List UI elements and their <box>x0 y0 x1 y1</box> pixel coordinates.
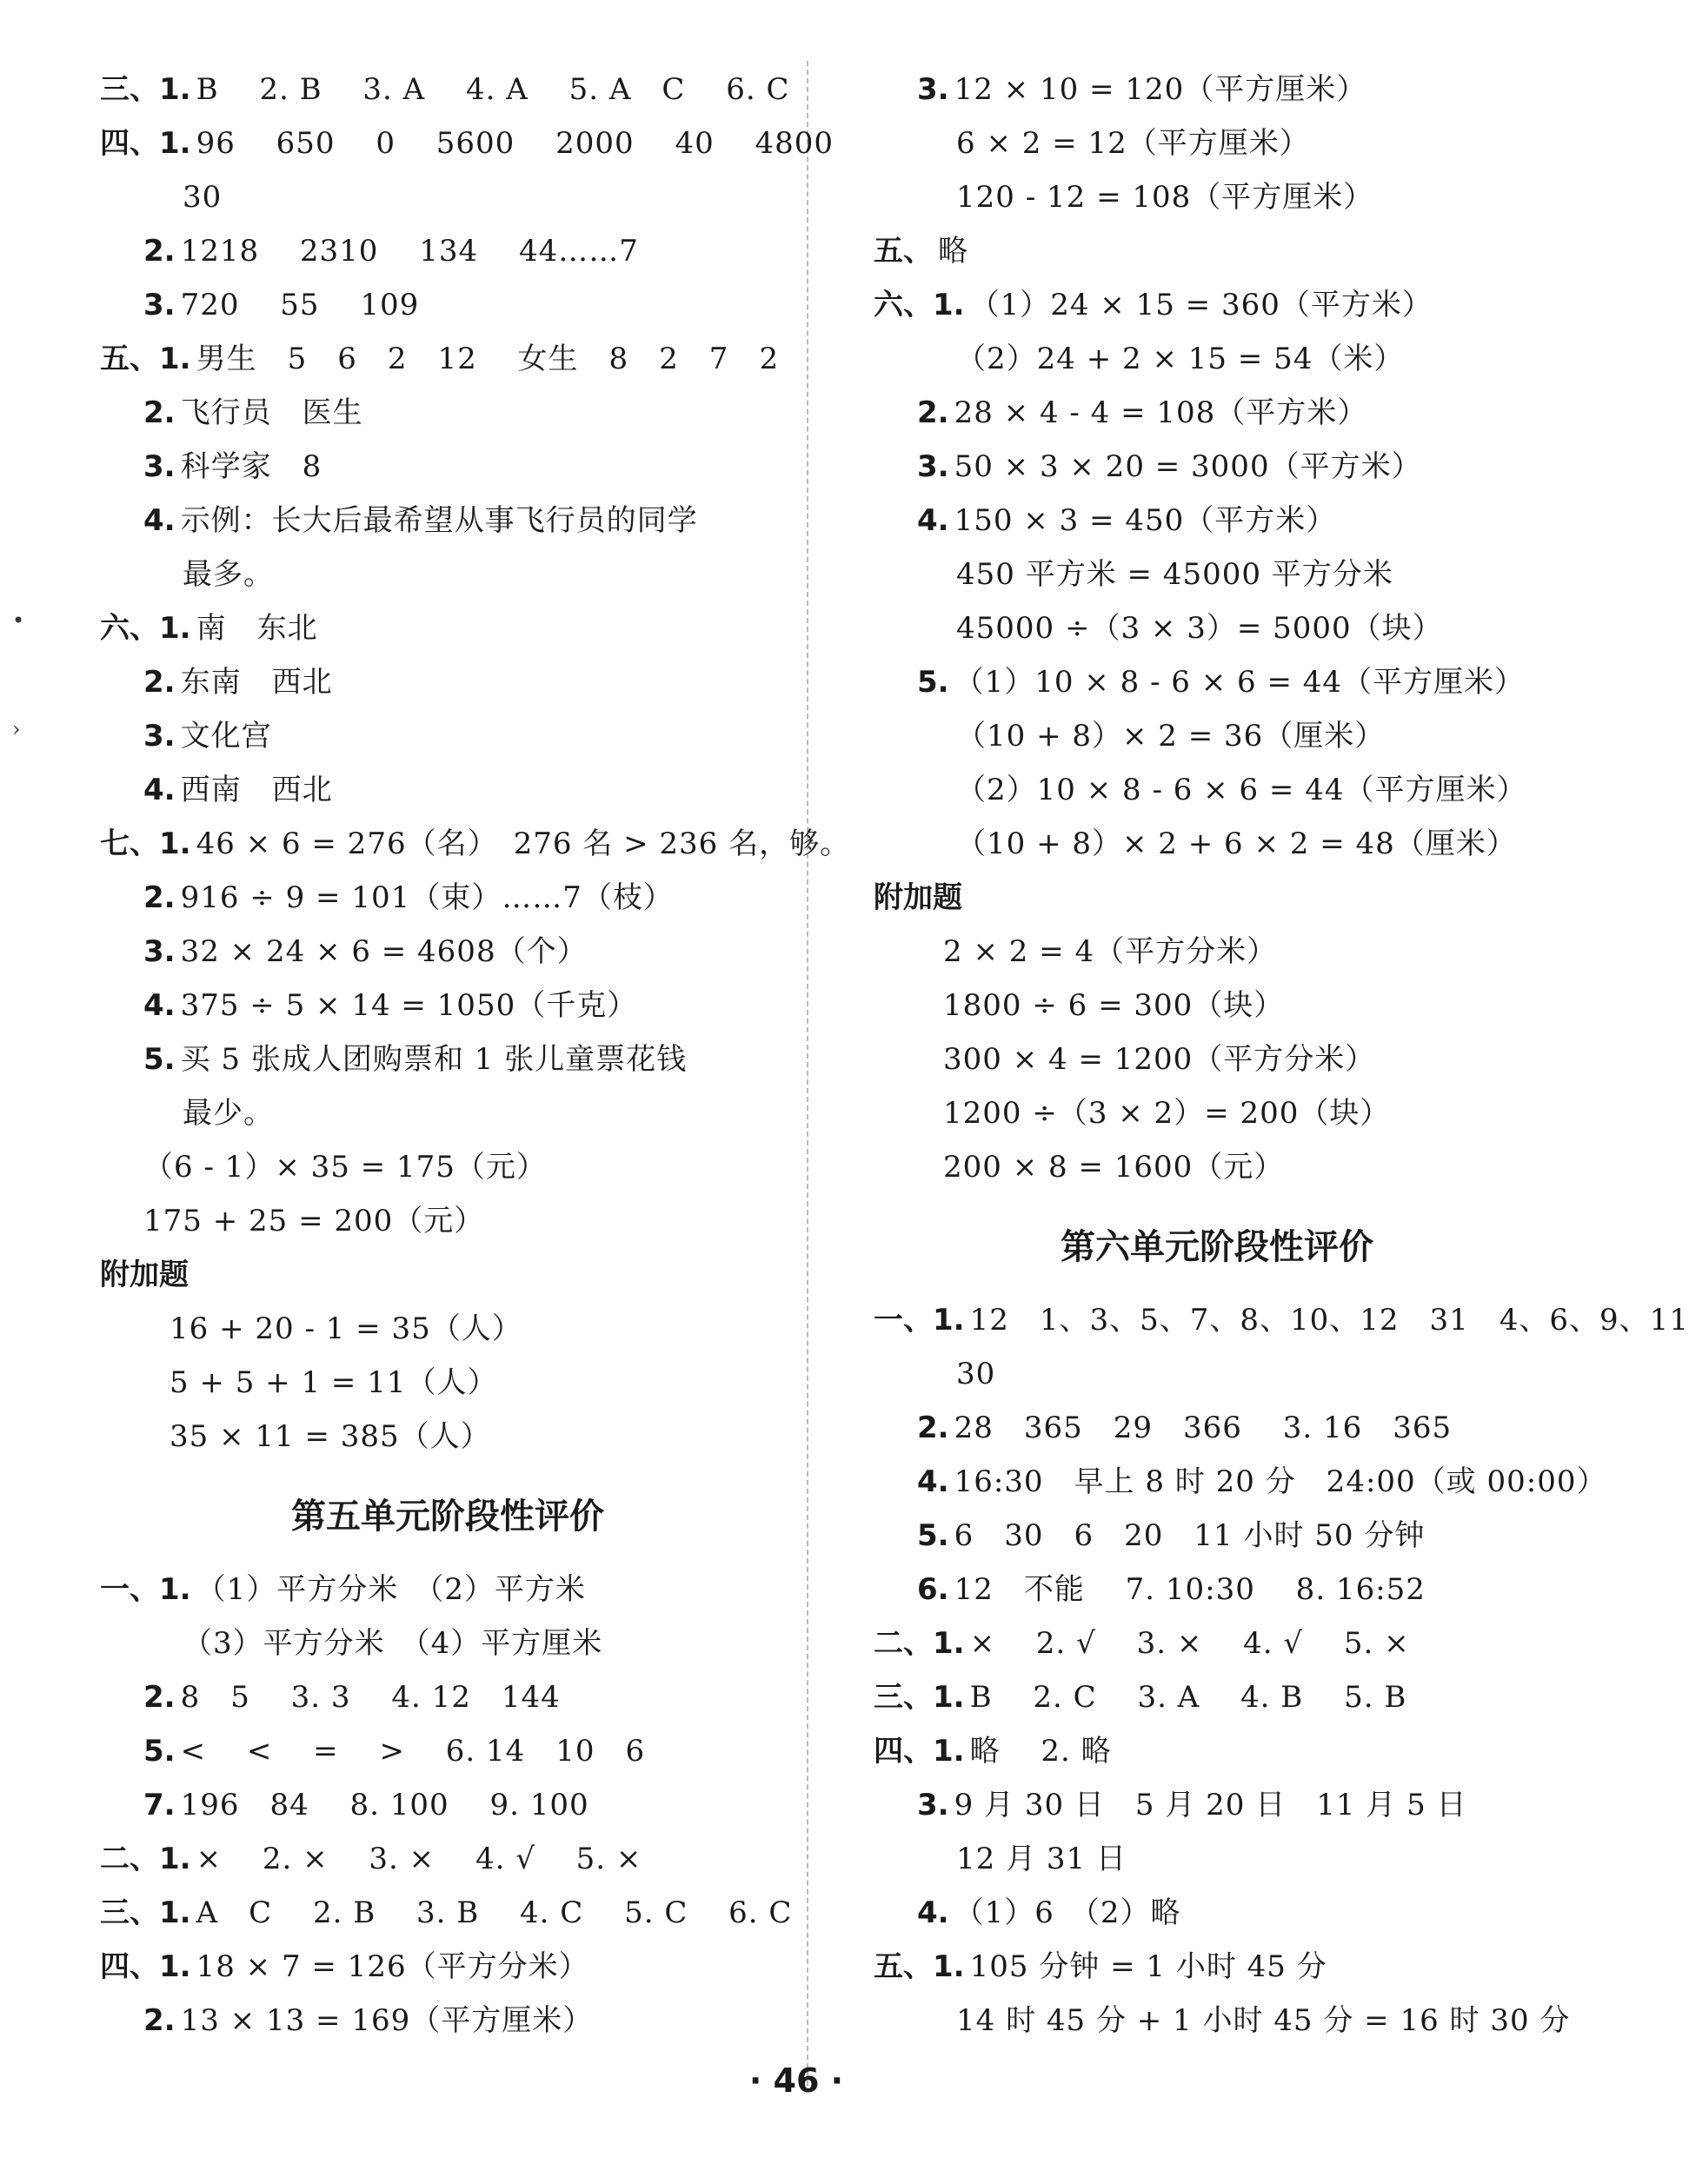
question-number: 2. <box>143 665 176 700</box>
answer-line <box>100 1940 795 1994</box>
answer-text: 16 + 20 - 1 = 35（人） <box>170 1311 522 1346</box>
answer-line <box>100 1778 795 1832</box>
answer-text: 375 ÷ 5 × 14 = 1050（千克） <box>180 988 638 1023</box>
answer-line <box>100 817 851 871</box>
answer-text: 450 平方米 = 45000 平方分米 <box>956 557 1393 592</box>
answer-line <box>100 601 795 655</box>
answer-text: 300 × 4 = 1200（平方分米） <box>943 1042 1376 1077</box>
answer-text: 13 × 13 = 169（平方厘米） <box>180 2003 594 2038</box>
bonus-answers-block <box>874 925 1560 1194</box>
question-number: 六、1. <box>100 611 191 646</box>
column-divider <box>807 61 808 2086</box>
question-number: 6. <box>917 1572 949 1607</box>
question-number: 3. <box>143 934 176 969</box>
answer-text: 18 × 7 = 126（平方分米） <box>196 1949 589 1984</box>
answer-text: （2）10 × 8 - 6 × 6 = 44（平方厘米） <box>956 773 1527 807</box>
answer-line <box>874 1670 1560 1724</box>
question-number: 5. <box>143 1734 176 1769</box>
answer-line <box>100 440 795 494</box>
answer-text: 720 55 109 <box>180 288 420 322</box>
answer-text: 最多。 <box>183 557 274 592</box>
answer-line <box>874 763 1560 817</box>
answer-line <box>100 332 795 386</box>
answer-text: 12 月 31 日 <box>956 1842 1127 1876</box>
question-number: 4. <box>917 503 949 538</box>
answer-line <box>874 1994 1571 2048</box>
answer-text: 1800 ÷ 6 = 300（块） <box>943 988 1285 1023</box>
answer-text: 买 5 张成人团购票和 1 张儿童票花钱 <box>180 1042 688 1077</box>
question-number: 3. <box>143 288 176 322</box>
bonus-question-heading: 附加题 <box>874 880 962 915</box>
question-number: 5. <box>917 665 949 700</box>
question-number: 三、1. <box>100 1895 191 1930</box>
answer-text: 8 5 3. 3 4. 12 144 <box>180 1680 561 1715</box>
bonus-answers-block <box>100 1302 795 1464</box>
question-number: 一、1. <box>100 1572 191 1607</box>
question-number: 3. <box>143 449 176 484</box>
bonus-answer-line <box>100 1302 795 1356</box>
question-number: 2. <box>917 395 949 430</box>
section-title-unit6: 第六单元阶段性评价 <box>1061 1227 1373 1267</box>
question-number: 5. <box>917 1518 949 1553</box>
question-number: 四、1. <box>100 1949 191 1984</box>
bonus-question-heading: 附加题 <box>100 1258 189 1292</box>
question-number: 3. <box>917 72 949 107</box>
answer-line <box>874 386 1560 440</box>
answer-text: 50 × 3 × 20 = 3000（平方米） <box>954 449 1422 484</box>
question-number: 4. <box>143 773 176 807</box>
answer-line <box>100 548 795 601</box>
question-number: 五、1. <box>100 342 191 376</box>
bonus-answer-line <box>874 925 1560 979</box>
answer-text: 1218 2310 134 44……7 <box>180 234 639 269</box>
answer-text: 南 东北 <box>196 611 318 646</box>
answer-text: 2 × 2 = 4（平方分米） <box>943 934 1278 969</box>
answer-line <box>100 709 795 763</box>
answer-line <box>100 1670 795 1724</box>
answer-line <box>100 1140 795 1194</box>
question-number: 3. <box>917 449 949 484</box>
answer-line <box>100 1832 795 1886</box>
answer-line <box>874 116 1560 170</box>
question-number: 4. <box>917 1895 949 1930</box>
answer-line <box>100 170 795 224</box>
answer-text: 12 × 10 = 120（平方厘米） <box>954 72 1367 107</box>
answer-line <box>874 1832 1560 1886</box>
margin-mark: › <box>12 717 21 741</box>
answer-text: 46 × 6 = 276（名） 276 名 > 236 名，够。 <box>196 826 851 861</box>
answer-line <box>874 1347 1560 1401</box>
bonus-answer-line <box>874 979 1560 1032</box>
answer-line <box>100 1886 795 1940</box>
question-number: 2. <box>917 1411 949 1445</box>
bonus-answer-line <box>100 1356 795 1410</box>
answer-line <box>874 1886 1560 1940</box>
answer-line <box>100 1086 795 1140</box>
answer-line <box>874 548 1560 601</box>
answer-line <box>874 655 1560 709</box>
answer-text: （1）6 （2）略 <box>954 1895 1181 1930</box>
bonus-answer-line <box>874 1140 1560 1194</box>
answer-text: B 2. B 3. A 4. A 5. A C 6. C <box>196 72 790 107</box>
question-number: 7. <box>143 1788 176 1822</box>
answer-text: 30 <box>183 180 223 215</box>
answer-line <box>874 63 1560 116</box>
unit5-answers-continued-block <box>874 63 1560 871</box>
answer-text: 105 分钟 = 1 小时 45 分 <box>969 1949 1327 1984</box>
right-column <box>874 63 1689 2048</box>
bonus-answer-line <box>100 1410 795 1464</box>
margin-mark: • <box>12 608 25 633</box>
answer-text: 916 ÷ 9 = 101（束）……7（枝） <box>180 880 674 915</box>
left-column <box>100 63 851 2048</box>
answer-text: 男生 5 6 2 12 女生 8 2 7 2 <box>196 342 780 376</box>
answer-text: 6 30 6 20 11 小时 50 分钟 <box>954 1518 1426 1553</box>
question-number: 一、1. <box>874 1303 965 1338</box>
answer-line <box>100 925 795 979</box>
answer-text: （1）10 × 8 - 6 × 6 = 44（平方厘米） <box>954 665 1526 700</box>
answer-text: 科学家 8 <box>180 449 323 484</box>
answer-line <box>100 871 795 925</box>
answer-text: （1）24 × 15 = 360（平方米） <box>969 288 1433 322</box>
question-number: 三、1. <box>874 1680 965 1715</box>
question-number: 2. <box>143 234 176 269</box>
answer-line <box>100 224 795 278</box>
answer-text: 1200 ÷（3 × 2）= 200（块） <box>943 1096 1391 1131</box>
answer-text: 东南 西北 <box>180 665 333 700</box>
answer-text: 28 365 29 366 3. 16 365 <box>954 1411 1453 1445</box>
question-number: 2. <box>143 1680 176 1715</box>
answer-text: B 2. C 3. A 4. B 5. B <box>969 1680 1407 1715</box>
answer-line <box>874 1778 1560 1832</box>
answer-line <box>874 332 1560 386</box>
question-number: 七、1. <box>100 826 191 861</box>
question-number: 三、1. <box>100 72 191 107</box>
answer-line <box>100 1032 795 1086</box>
answer-line <box>100 763 795 817</box>
answer-text: 150 × 3 = 450（平方米） <box>954 503 1337 538</box>
answer-text: 196 84 8. 100 9. 100 <box>180 1788 589 1822</box>
answer-line <box>874 224 1560 278</box>
answer-line <box>874 170 1560 224</box>
answer-text: 示例：长大后最希望从事飞行员的同学 <box>180 503 698 538</box>
answer-text: （10 + 8）× 2 + 6 × 2 = 48（厘米） <box>956 826 1517 861</box>
answer-line <box>874 494 1560 548</box>
unit4-answers-block <box>100 63 851 1248</box>
question-number: 2. <box>143 2003 176 2038</box>
question-number: 4. <box>143 988 176 1023</box>
answer-line <box>100 63 795 116</box>
question-number: 4. <box>917 1464 949 1499</box>
question-number: 五、1. <box>874 1949 965 1984</box>
answer-text: 16:30 早上 8 时 20 分 24:00（或 00:00） <box>954 1464 1607 1499</box>
bonus-answer-line <box>874 1086 1560 1140</box>
answer-line <box>874 1940 1560 1994</box>
question-number: 二、1. <box>100 1842 191 1876</box>
question-number: 四、1. <box>100 126 191 161</box>
answer-text: × 2. × 3. × 4. √ 5. × <box>196 1842 642 1876</box>
question-number: 2. <box>143 395 176 430</box>
answer-text: 9 月 30 日 5 月 20 日 11 月 5 日 <box>954 1788 1467 1822</box>
answer-line <box>100 979 795 1032</box>
answer-text: 飞行员 医生 <box>180 395 363 430</box>
answer-line <box>100 1563 795 1616</box>
answer-text: （1）平方分米 （2）平方米 <box>196 1572 586 1607</box>
answer-line <box>874 278 1560 332</box>
answer-text: A C 2. B 3. B 4. C 5. C 6. C <box>196 1895 793 1930</box>
question-number: 四、1. <box>874 1734 965 1769</box>
answer-line <box>100 278 795 332</box>
answer-line <box>100 1616 795 1670</box>
answer-line <box>874 1724 1560 1778</box>
answer-text: 略 <box>938 234 968 269</box>
question-number: 4. <box>143 503 176 538</box>
answer-text: < < = > 6. 14 10 6 <box>180 1734 646 1769</box>
question-number: 六、1. <box>874 288 965 322</box>
unit6-answers-block <box>874 1293 1689 2048</box>
answer-line <box>874 709 1560 763</box>
answer-text: 12 不能 7. 10:30 8. 16:52 <box>954 1572 1426 1607</box>
answer-line <box>874 601 1560 655</box>
answer-text: （2）24 + 2 × 15 = 54（米） <box>956 342 1405 376</box>
question-number: 二、1. <box>874 1626 965 1661</box>
answer-line <box>100 655 795 709</box>
answer-line <box>100 116 835 170</box>
section-title-unit5: 第五单元阶段性评价 <box>291 1497 604 1537</box>
answer-line <box>874 817 1560 871</box>
answer-line <box>100 494 795 548</box>
answer-line <box>874 1563 1560 1616</box>
answer-text: 96 650 0 5600 2000 40 4800 <box>196 126 835 161</box>
bonus-answer-line <box>874 1032 1560 1086</box>
answer-line <box>874 1293 1689 1347</box>
question-number: 3. <box>917 1788 949 1822</box>
answer-line <box>100 1724 795 1778</box>
answer-line <box>100 386 795 440</box>
answer-line <box>874 1455 1607 1509</box>
answer-line <box>874 1401 1560 1455</box>
answer-text: 最少。 <box>183 1096 274 1131</box>
answer-text: 30 <box>956 1357 996 1391</box>
answer-text: 120 - 12 = 108（平方厘米） <box>956 180 1374 215</box>
answer-text: 略 2. 略 <box>969 1734 1112 1769</box>
answer-line <box>100 1194 795 1248</box>
answer-text: 45000 ÷（3 × 3）= 5000（块） <box>956 611 1443 646</box>
answer-text: 175 + 25 = 200（元） <box>143 1204 485 1238</box>
answer-text: 14 时 45 分 + 1 小时 45 分 = 16 时 30 分 <box>956 2003 1571 2038</box>
answer-line <box>874 440 1560 494</box>
answer-line <box>874 1509 1560 1563</box>
question-number: 2. <box>143 880 176 915</box>
answer-text: 5 + 5 + 1 = 11（人） <box>170 1365 498 1400</box>
question-number: 5. <box>143 1042 176 1077</box>
answer-text: 32 × 24 × 6 = 4608（个） <box>180 934 588 969</box>
answer-text: 28 × 4 - 4 = 108（平方米） <box>954 395 1368 430</box>
answer-text: （3）平方分米 （4）平方厘米 <box>183 1626 603 1661</box>
page-number: · 46 · <box>748 2061 844 2100</box>
answer-text: × 2. √ 3. × 4. √ 5. × <box>969 1626 1410 1661</box>
answer-text: 12 1、3、5、7、8、10、12 31 4、6、9、11 <box>969 1303 1689 1338</box>
answer-text: 文化宫 <box>180 719 272 753</box>
answer-line <box>100 1994 795 2048</box>
answer-text: 西南 西北 <box>180 773 333 807</box>
answer-text: 6 × 2 = 12（平方厘米） <box>956 126 1310 161</box>
answer-line <box>874 1616 1560 1670</box>
answer-text: （10 + 8）× 2 = 36（厘米） <box>956 719 1386 753</box>
unit5-answers-block <box>100 1563 795 2048</box>
answer-text: 200 × 8 = 1600（元） <box>943 1150 1285 1185</box>
question-number: 3. <box>143 719 176 753</box>
answer-text: 35 × 11 = 385（人） <box>170 1419 491 1454</box>
question-number: 五、 <box>874 234 933 269</box>
answer-text: （6 - 1）× 35 = 175（元） <box>143 1150 547 1185</box>
